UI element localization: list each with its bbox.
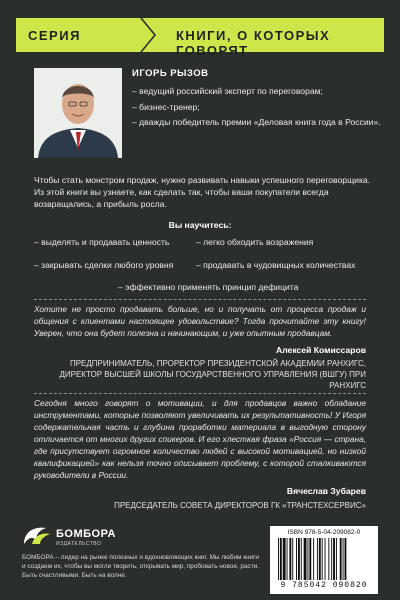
series-title: КНИГИ, О КОТОРЫХ ГОВОРЯТ xyxy=(176,28,331,58)
bio-item: – ведущий российский эксперт по переговорам; xyxy=(132,86,323,96)
series-label: СЕРИЯ xyxy=(28,28,81,43)
intro-paragraph: Чтобы стать монстром продаж, нужно развивать навыки успешного переговорщика. Из этой книги вы узнаете, как сделать так, чтобы ваши покупатели всегда возвращались, а прибыль росла. xyxy=(34,175,371,209)
publisher-footer: БОМБОРА – лидер на рынке полезных и вдохновляющих книг. Мы любим книги и создаем их, чтобы вы могли творить, открывать мир, пробовать новое, расти. Быть счастливыми. Быть на волне. xyxy=(22,554,260,579)
author-name: ИГОРЬ РЫЗОВ xyxy=(132,68,209,79)
reviewer-title: ПРЕДПРИНИМАТЕЛЬ, ПРОРЕКТОР ПРЕЗИДЕНТСКОЙ АКАДЕМИИ РАНХИГС, ДИРЕКТОР ВЫСШЕЙ ШКОЛЫ ГОСУДАРСТВЕННОГО УПРАВЛЕНИЯ (ВШГУ) ПРИ РАНХИГС xyxy=(59,359,366,390)
review-text: Хотите не просто продавать больше, но и получать от процесса продаж и общения с клиентами настоящее удовольствие? Тогда прочитайте эту книгу! Уверен, что она будет полезна и начинающим, и уже опытным продавцам. xyxy=(34,304,366,338)
skill-item: – закрывать сделки любого уровня xyxy=(34,260,174,270)
isbn-label: ISBN 978-5-04-209082-0 xyxy=(287,529,361,536)
author-photo xyxy=(34,68,122,158)
review-text: Сегодня много говорят о мотивации, и для продавцов важно обладание инструментами, которые позволяют увеличивать их результативность! У Игоря содержательная часть и глубина проработки материала в выгодную сторону отличается от многих других спикеров. И его хлесткая фраза «Россия — страна, где присутствует огромное количество людей с высокой мотивацией, но низкой квалификацией» как нельзя точно описывает проблему, с которой сталкиваются руководители в России. xyxy=(34,398,366,480)
section-divider xyxy=(34,299,366,300)
author-bio xyxy=(132,86,382,133)
chevron-right-icon xyxy=(136,18,160,52)
isbn-barcode-box xyxy=(270,526,378,594)
publisher-logo-sub: ИЗДАТЕЛЬСТВО xyxy=(56,541,102,547)
learn-heading: Вы научитесь: xyxy=(168,220,232,230)
bio-item: – дважды победитель премии «Деловая книга года в России». xyxy=(132,117,381,127)
author-portrait-icon xyxy=(34,68,122,158)
section-divider xyxy=(34,393,366,394)
skill-item: – легко обходить возражения xyxy=(196,237,314,247)
reviewer-name: Вячеслав Зубарев xyxy=(286,486,366,496)
barcode-icon xyxy=(278,538,370,580)
bombora-logo-icon xyxy=(22,524,52,546)
bio-item: – бизнес-тренер; xyxy=(132,101,200,112)
reviewer-title: ПРЕДСЕДАТЕЛЬ СОВЕТА ДИРЕКТОРОВ ГК «ТРАНСТЕХСЕРВИС» xyxy=(114,501,366,510)
barcode-digits: 9 785042 090820 xyxy=(280,581,368,590)
skill-item: – эффективно применять принцип дефицита xyxy=(118,282,299,292)
publisher-logo-word: БОМБОРА xyxy=(56,528,116,540)
reviewer-name: Алексей Комиссаров xyxy=(276,345,366,355)
skill-item: – выделять и продавать ценность xyxy=(34,237,170,247)
series-banner xyxy=(16,18,384,58)
skill-item: – продавать в чудовищных количествах xyxy=(196,260,356,270)
